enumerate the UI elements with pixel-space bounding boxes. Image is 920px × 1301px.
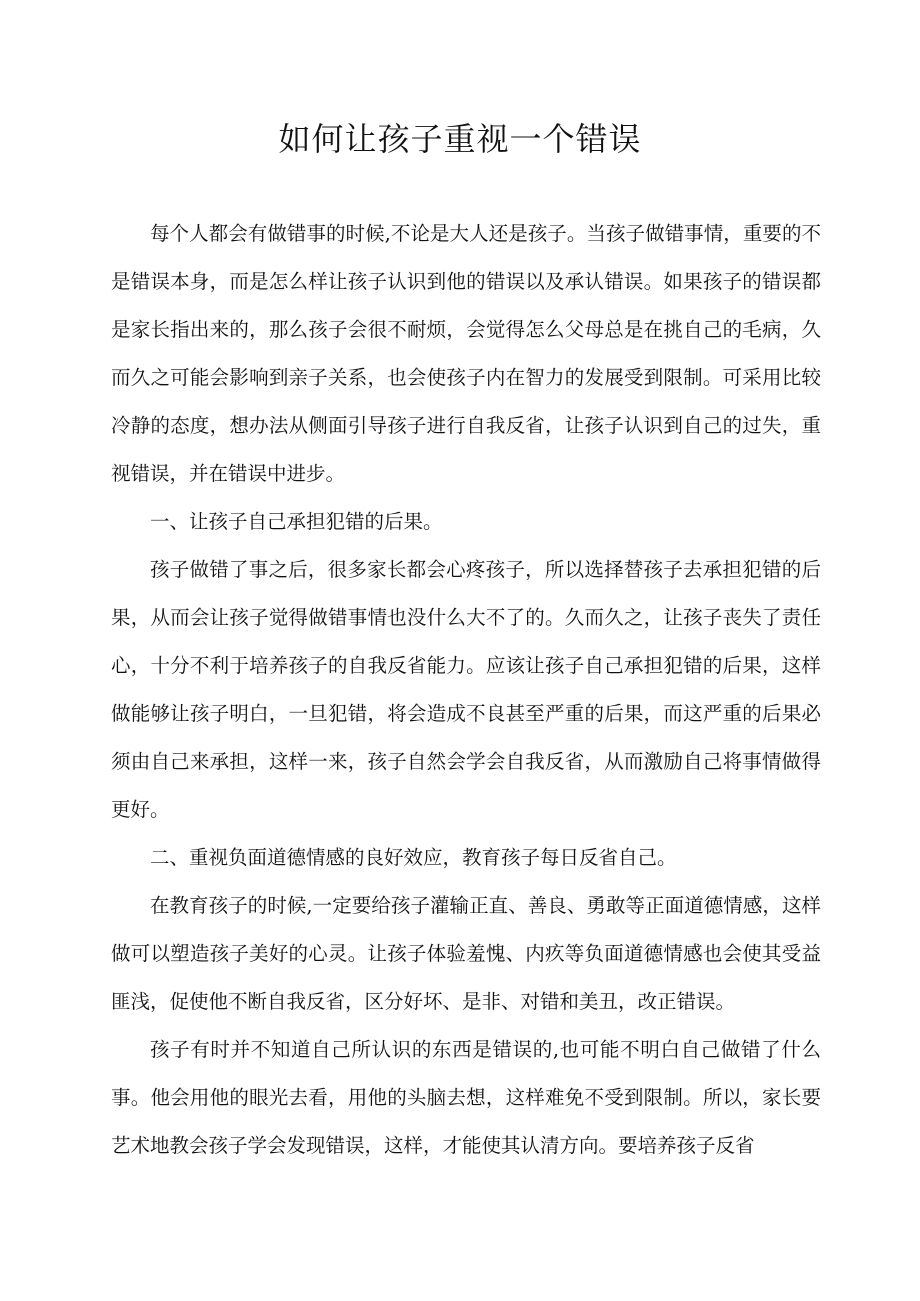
paragraph-section-1: 孩子做错了事之后，很多家长都会心疼孩子，所以选择替孩子去承担犯错的后果，从而会让孩子觉得做错事情也没什么大不了的。久而久之，让孩子丧失了责任心，十分不利于培养孩子的自我反省能力。应该让孩子自己承担犯错的后果，这样做能够让孩子明白，一旦犯错，将会造成不良甚至严重的后果，而这严重的后果必须由自己来承担，这样一来，孩子自然会学会自我反省，从而激励自己将事情做得更好。 [111, 558, 821, 821]
section-heading-2: 二、重视负面道德情感的良好效应，教育孩子每日反省自己。 [150, 846, 677, 869]
paragraph-section-2a: 在教育孩子的时候,一定要给孩子灌输正直、善良、勇敢等正面道德情感，这样做可以塑造孩子美好的心灵。让孩子体验羞愧、内疚等负面道德情感也会使其受益匪浅，促使他不断自我反省，区分好坏、是非、对错和美丑，改正错误。 [111, 894, 821, 1013]
paragraph-section-2b: 孩子有时并不知道自己所认识的东西是错误的,也可能不明白自己做错了什么事。他会用他的眼光去看，用他的头脑去想，这样难免不受到限制。所以，家长要艺术地教会孩子学会发现错误，这样，才能使其认清方向。要培养孩子反省 [111, 1038, 821, 1157]
document-title: 如何让孩子重视一个错误 [278, 120, 642, 158]
section-heading-1: 一、让孩子自己承担犯错的后果。 [150, 510, 443, 533]
paragraph-intro: 每个人都会有做错事的时候,不论是大人还是孩子。当孩子做错事情，重要的不是错误本身，而是怎么样让孩子认识到他的错误以及承认错误。如果孩子的错误都是家长指出来的，那么孩子会很不耐烦，会觉得怎么父母总是在挑自己的毛病，久而久之可能会影响到亲子关系，也会使孩子内在智力的发展受到限制。可采用比较冷静的态度，想办法从侧面引导孩子进行自我反省，让孩子认识到自己的过失，重视错误，并在错误中进步。 [111, 222, 821, 485]
document-body [111, 210, 821, 1170]
